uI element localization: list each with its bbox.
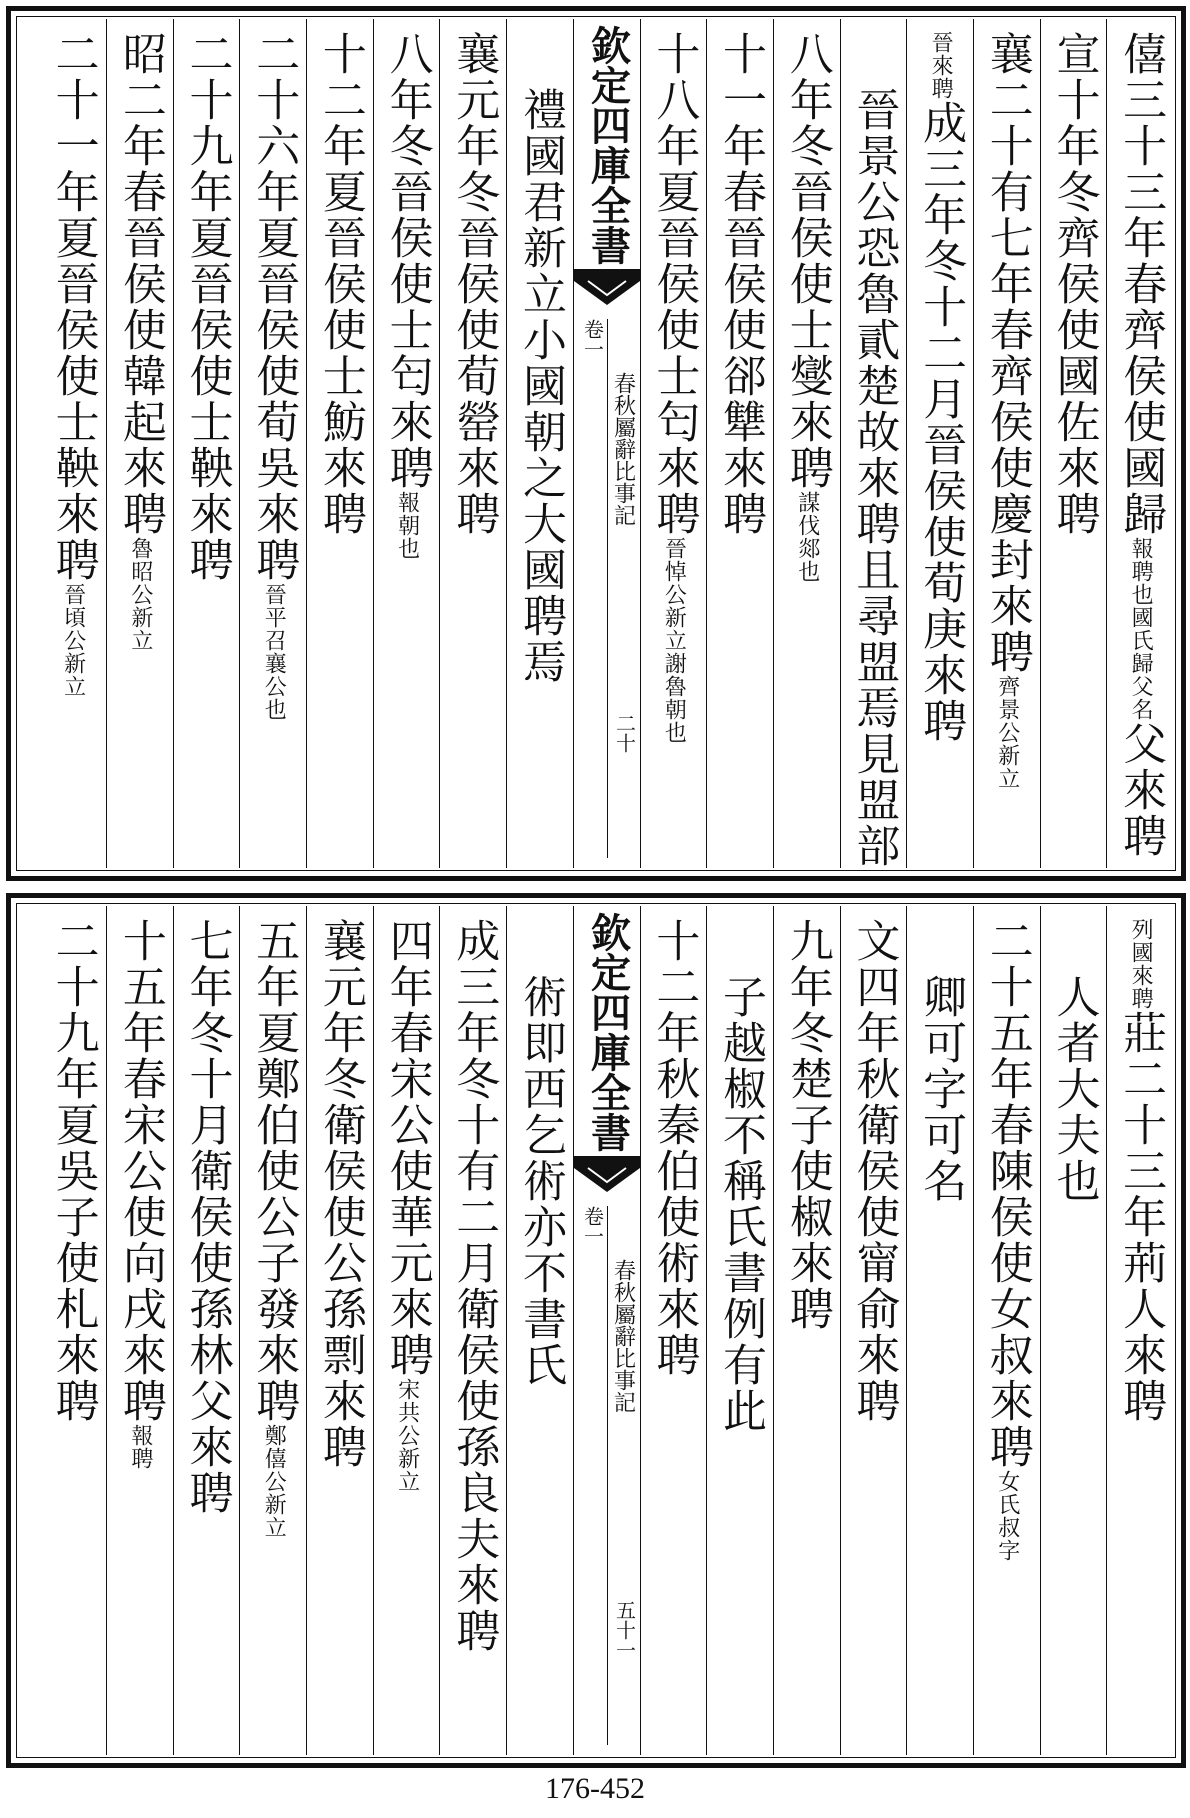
annotation-note: 報聘: [127, 1424, 153, 1470]
text-column: [39, 19, 106, 868]
column-text: [445, 31, 501, 537]
text-column: [973, 19, 1040, 868]
text-column: [439, 19, 506, 868]
annotation-note: 晉悼公新立謝魯朝也: [661, 537, 687, 744]
column-text: [779, 31, 835, 583]
column-text: [245, 918, 301, 1539]
bottom-page: [6, 893, 1186, 1768]
text-column: [1040, 906, 1107, 1755]
main-text: 二十六年夏晉侯使荀吳來聘: [248, 31, 300, 583]
center-book-title: 欽定四庫全書: [584, 25, 632, 265]
main-text: 十五年春宋公使向戌來聘: [114, 918, 166, 1424]
annotation-note: 女氏叔字: [994, 1470, 1020, 1562]
fish-tail-mark-icon: [574, 1154, 640, 1194]
annotation-note: 晉平召襄公也: [261, 583, 287, 721]
column-text: [1112, 31, 1168, 859]
text-column: [706, 19, 773, 868]
text-column: [906, 19, 973, 868]
column-text: [379, 31, 435, 560]
column-text: [979, 31, 1035, 790]
annotation-note: 謀伐郯也: [794, 491, 820, 583]
main-text-tail: 父來聘: [1115, 721, 1167, 859]
center-volume: 卷一: [580, 1206, 605, 1246]
main-text: 九年冬楚子使椒來聘: [781, 918, 833, 1332]
text-column: [840, 906, 907, 1755]
center-book-title: 欽定四庫全書: [584, 912, 632, 1152]
column-text: [845, 918, 901, 1424]
text-column: [640, 19, 707, 868]
column-text: [1045, 31, 1101, 537]
text-column: [640, 906, 707, 1755]
column-text: [1112, 918, 1168, 1424]
main-text: 二十九年夏吳子使札來聘: [47, 918, 99, 1424]
annotation-note: 鄭僖公新立: [261, 1424, 287, 1539]
text-column: [173, 906, 240, 1755]
main-text: 術即西乞術亦不書氏: [514, 974, 566, 1388]
text-column: [439, 906, 506, 1755]
main-text: 二十一年夏晉侯使士鞅來聘: [47, 31, 99, 583]
main-text: 禮國君新立小國朝之大國聘焉: [514, 87, 566, 685]
column-text: [912, 31, 968, 744]
main-text: 襄二十有七年春齊侯使慶封來聘: [981, 31, 1033, 675]
main-text: 晉景公恐魯貳楚故來聘且尋盟焉見盟部: [848, 87, 900, 869]
annotation-note: 宋共公新立: [394, 1378, 420, 1493]
top-columns: [19, 19, 1173, 868]
main-text: 子越椒不稱氏書例有此: [715, 974, 767, 1434]
main-text: 襄元年冬晉侯使荀罃來聘: [448, 31, 500, 537]
column-text: [45, 31, 101, 698]
text-column: [306, 906, 373, 1755]
text-column: [506, 19, 573, 868]
main-text: 卿可字可名: [915, 974, 967, 1204]
column-text: [45, 918, 101, 1424]
main-text: 十一年春晉侯使郤犨來聘: [715, 31, 767, 537]
main-text: 昭二年春晉侯使韓起來聘: [114, 31, 166, 537]
column-text: [312, 31, 368, 537]
main-text: 襄元年冬衛侯使公孫剽來聘: [314, 918, 366, 1470]
text-column: [1106, 906, 1173, 1755]
text-column: [773, 906, 840, 1755]
main-text: 宣十年冬齊侯使國佐來聘: [1048, 31, 1100, 537]
text-column: [39, 906, 106, 1755]
column-text: [645, 918, 701, 1378]
annotation-note: 晉來聘: [928, 31, 954, 100]
text-column: [1106, 19, 1173, 868]
column-text: [179, 918, 235, 1516]
main-text: 四年春宋公使華元來聘: [381, 918, 433, 1378]
column-text: [112, 918, 168, 1470]
text-column: [906, 906, 973, 1755]
column-text: [512, 974, 568, 1388]
annotation-note: 魯昭公新立: [127, 537, 153, 652]
main-text: 八年冬晉侯使士匄來聘: [381, 31, 433, 491]
text-column: [106, 906, 173, 1755]
annotation-note: 晉頃公新立: [60, 583, 86, 698]
column-text: [245, 31, 301, 721]
main-text: 文四年秋衛侯使甯俞來聘: [848, 918, 900, 1424]
main-text: 八年冬晉侯使士燮來聘: [781, 31, 833, 491]
column-text: [712, 31, 768, 537]
text-column: [506, 906, 573, 1755]
main-text: 人者大夫也: [1048, 974, 1100, 1204]
main-text: 十八年夏晉侯使士匄來聘: [648, 31, 700, 537]
column-text: [912, 974, 968, 1204]
text-column: [840, 19, 907, 868]
text-column: [239, 906, 306, 1755]
column-text: [845, 87, 901, 869]
main-text: 五年夏鄭伯使公子發來聘: [248, 918, 300, 1424]
main-text: 七年冬十月衛侯使孫林父來聘: [181, 918, 233, 1516]
annotation-note: 列國來聘: [1128, 918, 1154, 1010]
column-text: [445, 918, 501, 1654]
text-column: [306, 19, 373, 868]
main-text-tail: 莊二十三年荊人來聘: [1115, 1010, 1167, 1424]
column-text: [645, 31, 701, 744]
page-number-footer: 176-452: [545, 1772, 645, 1805]
column-text: [512, 87, 568, 685]
main-text: 成三年冬十有二月衛侯使孫良夫來聘: [448, 918, 500, 1654]
column-text: [312, 918, 368, 1470]
center-subtitle: 春秋屬辭比事記: [610, 372, 636, 526]
main-text-tail: 成三年冬十二月晉侯使荀庚來聘: [915, 100, 967, 744]
center-volume: 卷一: [580, 319, 605, 359]
column-text: [979, 918, 1035, 1562]
text-column: [173, 19, 240, 868]
top-page: [6, 6, 1186, 881]
center-page-number: 二十: [612, 713, 637, 753]
annotation-note: 報朝也: [394, 491, 420, 560]
column-text: [1045, 974, 1101, 1204]
column-text: [112, 31, 168, 652]
column-text: [379, 918, 435, 1493]
annotation-note: 報聘也國氏歸父名: [1128, 537, 1154, 721]
text-column: [706, 906, 773, 1755]
column-text: [179, 31, 235, 583]
main-text: 十二年秋秦伯使術來聘: [648, 918, 700, 1378]
main-text: 二十九年夏晉侯使士鞅來聘: [181, 31, 233, 583]
text-column: [106, 19, 173, 868]
text-column: [1040, 19, 1107, 868]
main-text: 十二年夏晉侯使士魴來聘: [314, 31, 366, 537]
annotation-note: 齊景公新立: [994, 675, 1020, 790]
text-column: [773, 19, 840, 868]
text-column: [373, 19, 440, 868]
center-fold-column: [573, 906, 640, 1755]
center-page-number: 五十一: [612, 1600, 637, 1660]
column-text: [779, 918, 835, 1332]
main-text: 二十五年春陳侯使女叔來聘: [981, 918, 1033, 1470]
text-column: [373, 906, 440, 1755]
center-subtitle: 春秋屬辭比事記: [610, 1259, 636, 1413]
bottom-columns: [19, 906, 1173, 1755]
text-column: [973, 906, 1040, 1755]
text-column: [239, 19, 306, 868]
fish-tail-mark-icon: [574, 267, 640, 307]
main-text: 僖三十三年春齊侯使國歸: [1115, 31, 1167, 537]
column-text: [712, 974, 768, 1434]
center-fold-column: [573, 19, 640, 868]
